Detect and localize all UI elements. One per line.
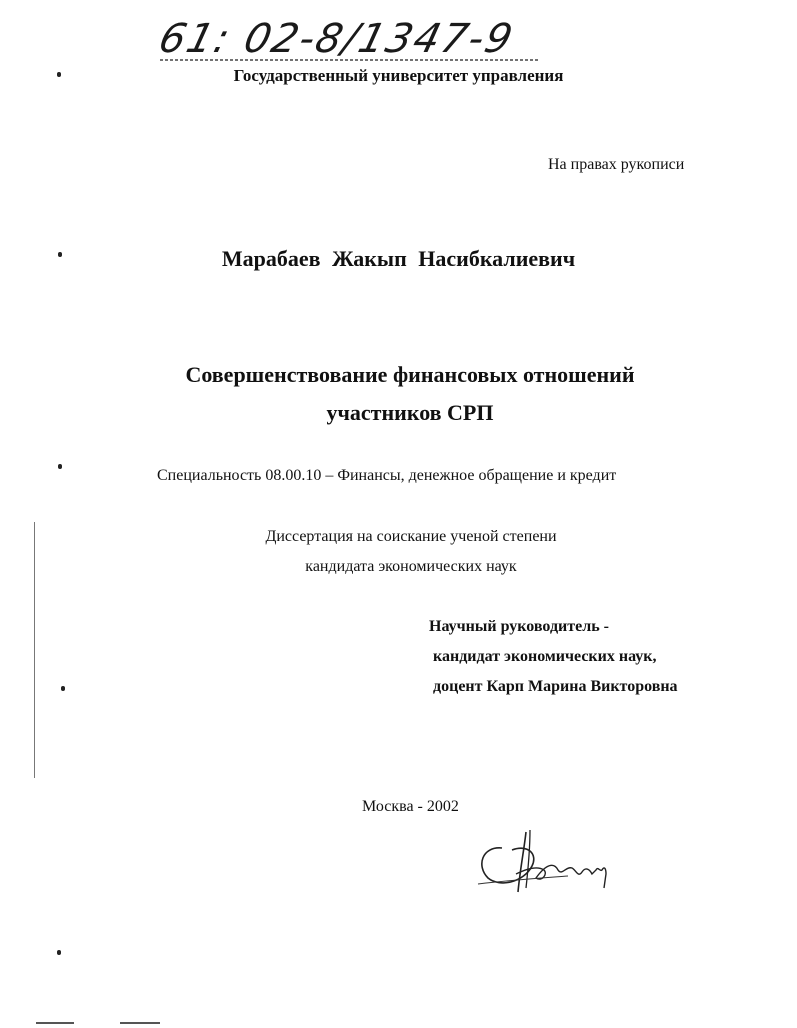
supervisor-degree: кандидат экономических наук, — [433, 648, 657, 665]
dissertation-degree-line2: кандидата экономических наук — [305, 558, 517, 575]
catalog-number-underline — [160, 58, 540, 62]
scan-speck — [58, 252, 62, 257]
scan-edge-mark — [36, 1022, 74, 1024]
scan-speck — [61, 686, 65, 691]
thesis-title-line1: Совершенствование финансовых отношений — [185, 362, 635, 387]
scan-speck — [58, 464, 62, 469]
speciality-line: Специальность 08.00.10 – Финансы, денежное обращение и кредит — [157, 467, 617, 484]
supervisor-name: доцент Карп Марина Викторовна — [433, 678, 678, 695]
supervisor-label: Научный руководитель - — [429, 618, 609, 635]
dissertation-degree-line1: Диссертация на соискание ученой степени — [265, 528, 557, 545]
scan-margin-line — [34, 522, 35, 778]
scan-edge-mark — [120, 1022, 160, 1024]
author-name: Марабаев Жакып Насибкалиевич — [221, 246, 576, 271]
scan-speck — [57, 950, 61, 955]
place-and-year: Москва - 2002 — [362, 798, 459, 815]
university-name: Государственный университет управления — [233, 66, 564, 85]
scan-speck — [57, 72, 61, 77]
manuscript-rights-note: На правах рукописи — [548, 156, 685, 173]
thesis-title-line2: участников СРП — [326, 400, 494, 425]
handwritten-catalog-number: 61: 02-8/1347-9 — [154, 16, 519, 62]
handwritten-signature — [472, 826, 622, 896]
